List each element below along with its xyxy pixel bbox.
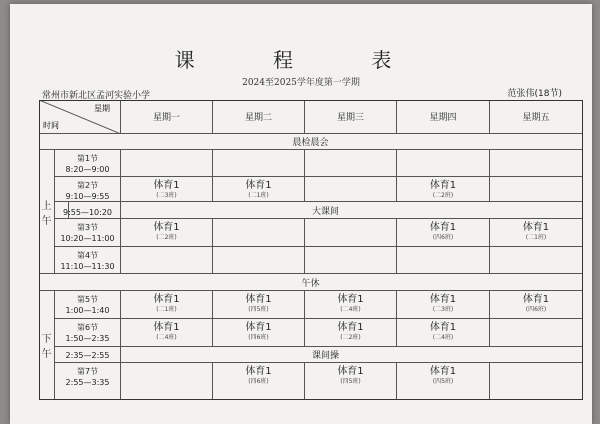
class-name: (二2班)	[340, 334, 361, 341]
class-name: (二3班)	[432, 306, 454, 313]
course-name: 体育1	[245, 180, 272, 191]
class-name: (四6班)	[248, 334, 269, 341]
course-name: 体育1	[522, 294, 550, 305]
course-name: 体育1	[429, 222, 457, 233]
class-name: (四5班)	[340, 378, 361, 385]
class-name: (四6班)	[525, 306, 547, 313]
period-label: 第5节	[76, 295, 99, 304]
course-name: 体育1	[245, 294, 272, 305]
day-header-wed: 星期三	[305, 100, 397, 134]
course-name: 体育1	[522, 222, 550, 233]
period-time: 11:10—11:30	[60, 262, 115, 271]
period-label: 第2节	[76, 181, 99, 190]
course-name: 体育1	[153, 294, 180, 305]
break-row-exercise: 课间操	[69, 347, 583, 363]
course-name: 体育1	[337, 294, 364, 305]
course-name: 体育1	[429, 366, 457, 377]
break-row-big-break: 大课间	[69, 202, 583, 219]
course-name: 体育1	[429, 180, 457, 191]
period-time: 9:55—10:20	[62, 208, 113, 217]
course-name: 体育1	[337, 322, 364, 333]
afternoon-label: 下 午	[39, 291, 55, 400]
course-name: 体育1	[429, 294, 457, 305]
class-name: (四5班)	[432, 378, 454, 385]
table-frame	[39, 100, 583, 400]
period-time: 10:20—11:00	[60, 234, 115, 243]
period-time: 1:00—1:40	[65, 306, 110, 315]
class-name: (二1班)	[248, 192, 269, 199]
course-name: 体育1	[153, 180, 180, 191]
class-name: (二4班)	[156, 334, 177, 341]
day-header-mon: 星期一	[121, 100, 213, 134]
page-title: 课 程 表	[174, 48, 428, 72]
course-name: 体育1	[337, 366, 364, 377]
break-row-morning-meeting: 晨检晨会	[39, 134, 583, 150]
school-name: 常州市新北区孟河实验小学	[42, 91, 151, 101]
term-subtitle: 2024至2025学年度第一学期	[242, 78, 360, 88]
period-label: 第6节	[76, 323, 99, 332]
course-name: 体育1	[429, 322, 457, 333]
morning-label: 上 午	[39, 150, 55, 274]
period-time: 9:10—9:55	[65, 192, 110, 201]
period-time: 8:20—9:00	[65, 165, 110, 174]
class-name: (二1班)	[525, 234, 547, 241]
period-label: 第4节	[76, 251, 99, 260]
break-row-noon-rest: 午休	[39, 274, 583, 291]
class-name: (二4班)	[340, 306, 361, 313]
class-name: (二1班)	[156, 306, 177, 313]
corner-time-label: 时间	[43, 121, 59, 130]
period-label: 第7节	[76, 367, 99, 376]
day-header-fri: 星期五	[490, 100, 583, 134]
class-name: (二2班)	[432, 192, 454, 199]
period-label: 第3节	[76, 223, 99, 232]
schedule-table	[39, 100, 583, 400]
class-name: (四6班)	[432, 234, 454, 241]
period-label: 第1节	[76, 154, 99, 163]
day-header-thu: 星期四	[397, 100, 490, 134]
class-name: (二3班)	[156, 192, 177, 199]
period-time: 2:55—3:35	[65, 378, 110, 387]
class-name: (二4班)	[432, 334, 454, 341]
class-name: (四6班)	[248, 378, 269, 385]
course-name: 体育1	[153, 222, 180, 233]
class-name: (二2班)	[156, 234, 177, 241]
course-name: 体育1	[245, 366, 272, 377]
corner-weekday-label: 星期	[94, 104, 110, 113]
course-name: 体育1	[245, 322, 272, 333]
day-header-tue: 星期二	[213, 100, 305, 134]
period-time: 2:35—2:55	[65, 351, 110, 360]
class-name: (四5班)	[248, 306, 269, 313]
course-name: 体育1	[153, 322, 180, 333]
timetable-paper	[10, 4, 592, 424]
period-time: 1:50—2:35	[65, 334, 110, 343]
teacher-name: 范张伟(18节)	[507, 89, 562, 99]
